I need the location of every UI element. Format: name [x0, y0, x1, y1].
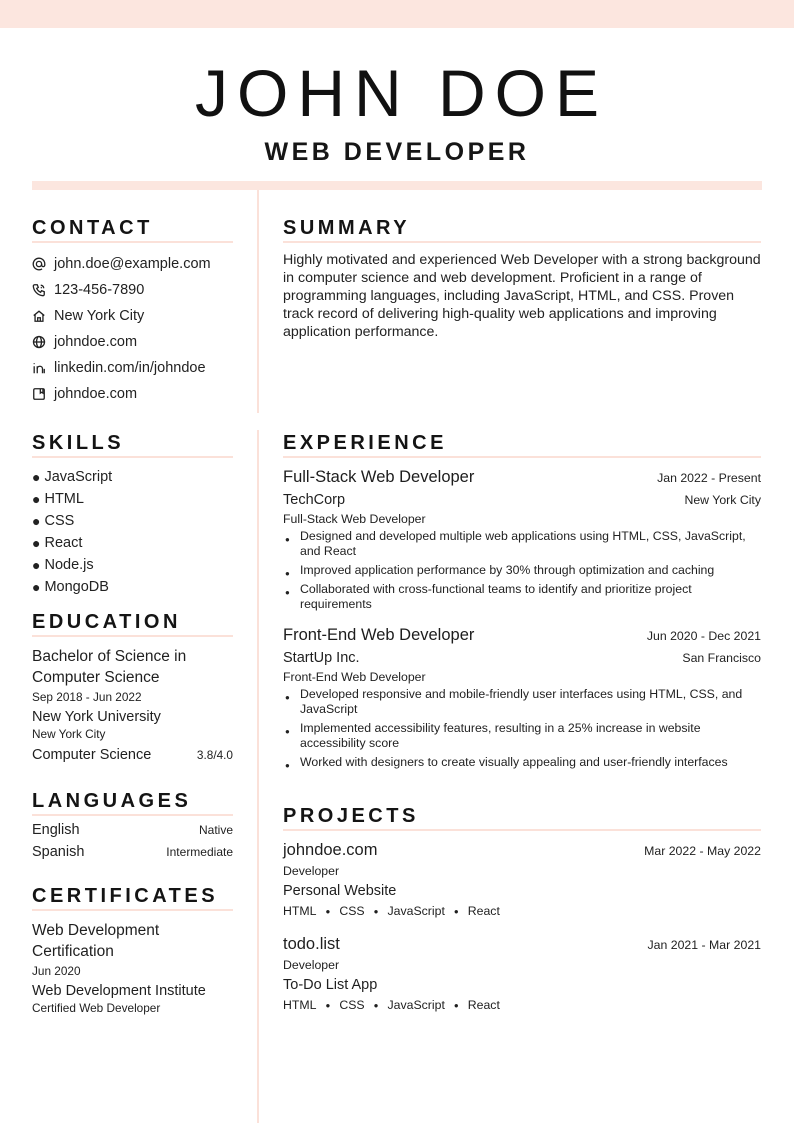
job-bullets — [283, 529, 761, 612]
job-dates: Jun 2020 - Dec 2021 — [646, 629, 761, 643]
contact-location-text: New York City — [54, 308, 145, 324]
skill-label: React — [44, 535, 83, 551]
languages-list — [32, 822, 233, 866]
project-header — [283, 841, 761, 860]
project-dates: Jan 2021 - Mar 2021 — [647, 938, 761, 952]
contact-website[interactable] — [32, 329, 233, 355]
summary-heading: SUMMARY — [283, 217, 761, 243]
certificate-date: Jun 2020 — [32, 964, 81, 978]
contact-linkedin-text: linkedin.com/in/johndoe — [54, 360, 206, 376]
job-role: Full-Stack Web Developer — [283, 512, 426, 526]
list-item: ● Worked with designers to create visually appealing and user-friendly interfaces — [283, 755, 761, 770]
education-dates: Sep 2018 - Jun 2022 — [32, 690, 142, 704]
top-accent-band — [0, 0, 794, 28]
list-item: ● HTML — [32, 491, 84, 507]
tech-tag: HTML — [283, 904, 317, 918]
languages-section — [32, 790, 233, 866]
job-subheader — [283, 650, 761, 666]
skill-label: CSS — [44, 513, 75, 529]
experience-heading: EXPERIENCE — [283, 432, 761, 458]
bullet-separator: ● — [373, 1000, 379, 1010]
contact-email[interactable] — [32, 251, 233, 277]
job-role: Front-End Web Developer — [283, 670, 426, 684]
list-item: ● Node.js — [32, 557, 94, 573]
portfolio-icon — [32, 387, 46, 401]
job-title: Front-End Web Developer — [283, 626, 475, 644]
candidate-role: WEB DEVELOPER — [264, 138, 530, 166]
column-divider-bottom — [257, 430, 259, 1123]
resume-header — [0, 56, 794, 167]
skills-heading: SKILLS — [32, 432, 233, 458]
contact-section — [32, 217, 233, 407]
education-school: New York University — [32, 709, 161, 725]
tech-tag: CSS — [339, 998, 365, 1012]
job-title: Full-Stack Web Developer — [283, 468, 475, 486]
contact-portfolio[interactable] — [32, 381, 233, 407]
job-dates: Jan 2022 - Present — [657, 471, 761, 485]
contact-heading: CONTACT — [32, 217, 233, 243]
list-item — [32, 822, 233, 844]
list-item: ● Implemented accessibility features, resulting in a 25% increase in website accessibility score — [283, 721, 761, 751]
project-description: To-Do List App — [283, 977, 378, 993]
project-name: todo.list — [283, 935, 340, 953]
header-divider — [32, 181, 762, 190]
education-section — [32, 611, 233, 763]
list-item: ● CSS — [32, 513, 75, 529]
project-name: johndoe.com — [283, 841, 378, 859]
skills-section — [32, 432, 233, 598]
column-divider-top — [257, 190, 259, 413]
at-icon — [32, 257, 46, 271]
job-bullets — [283, 687, 761, 770]
candidate-name: JOHN DOE — [194, 56, 609, 130]
contact-location — [32, 303, 233, 329]
project-role: Developer — [283, 864, 340, 878]
skill-label: MongoDB — [44, 579, 109, 595]
list-item: ● Improved application performance by 30% through optimization and caching — [283, 563, 761, 578]
tech-tag: React — [467, 998, 500, 1012]
education-gpa: 3.8/4.0 — [196, 748, 233, 762]
skills-list — [32, 466, 233, 598]
list-item: ● React — [32, 535, 83, 551]
certificates-heading: CERTIFICATES — [32, 885, 233, 911]
contact-portfolio-text: johndoe.com — [54, 386, 138, 402]
skill-label: Node.js — [44, 557, 94, 573]
bullet-separator: ● — [453, 906, 459, 916]
globe-icon — [32, 335, 46, 349]
job-company: TechCorp — [283, 492, 346, 508]
list-item: ● Designed and developed multiple web applications using HTML, CSS, JavaScript, and React — [283, 529, 761, 559]
job-company: StartUp Inc. — [283, 650, 360, 666]
job-location: San Francisco — [682, 651, 761, 665]
bullet-separator: ● — [453, 1000, 459, 1010]
contact-list — [32, 251, 233, 407]
language-name: Spanish — [32, 844, 85, 860]
project-entry — [283, 935, 761, 1012]
list-item: ● Developed responsive and mobile-friendly user interfaces using HTML, CSS, and JavaScript — [283, 687, 761, 717]
job-entry — [283, 626, 761, 770]
education-field-row — [32, 747, 233, 763]
contact-website-text: johndoe.com — [54, 334, 138, 350]
summary-section — [283, 217, 761, 341]
project-header — [283, 935, 761, 954]
contact-phone[interactable] — [32, 277, 233, 303]
project-description: Personal Website — [283, 883, 397, 899]
job-subheader — [283, 492, 761, 508]
certificate-credential: Certified Web Developer — [32, 1001, 161, 1015]
education-heading: EDUCATION — [32, 611, 233, 637]
education-field: Computer Science — [32, 747, 152, 763]
bullet-separator: ● — [325, 1000, 331, 1010]
contact-linkedin[interactable] — [32, 355, 233, 381]
bullet-separator: ● — [325, 906, 331, 916]
language-level: Native — [198, 823, 233, 837]
job-entry — [283, 468, 761, 612]
home-icon — [32, 309, 46, 323]
education-location: New York City — [32, 727, 106, 741]
experience-section — [283, 432, 761, 774]
list-item: ● Collaborated with cross-functional teams to identify and prioritize project requirements — [283, 582, 761, 612]
skill-label: HTML — [44, 491, 84, 507]
list-item: ● JavaScript — [32, 469, 113, 485]
project-tech-list — [283, 904, 761, 918]
job-header — [283, 468, 761, 487]
tech-tag: HTML — [283, 998, 317, 1012]
bullet-separator: ● — [373, 906, 379, 916]
language-level: Intermediate — [166, 845, 233, 859]
project-dates: Mar 2022 - May 2022 — [644, 844, 761, 858]
projects-heading: PROJECTS — [283, 805, 761, 831]
certificate-name: Web Development Certification — [32, 922, 160, 960]
tech-tag: CSS — [339, 904, 365, 918]
projects-section — [283, 805, 761, 1012]
project-entry — [283, 841, 761, 918]
linkedin-icon — [32, 361, 46, 375]
languages-heading: LANGUAGES — [32, 790, 233, 816]
summary-text: Highly motivated and experienced Web Developer with a strong background in computer science and web development. Proficient in a range of programming languages, including JavaScript, HTML, and CSS. Proven track record of delivering high-quality web applications and improving application performance. — [283, 252, 761, 340]
education-degree: Bachelor of Science in Computer Science — [32, 648, 187, 686]
certificates-section — [32, 885, 233, 1015]
contact-phone-text: 123-456-7890 — [54, 282, 145, 298]
project-tech-list — [283, 998, 761, 1012]
job-header — [283, 626, 761, 645]
project-role: Developer — [283, 958, 340, 972]
language-name: English — [32, 822, 80, 838]
tech-tag: React — [467, 904, 500, 918]
certificate-issuer: Web Development Institute — [32, 983, 206, 999]
skill-label: JavaScript — [44, 469, 113, 485]
tech-tag: JavaScript — [387, 904, 445, 918]
tech-tag: JavaScript — [387, 998, 445, 1012]
contact-email-text: john.doe@example.com — [54, 256, 211, 272]
phone-icon — [32, 283, 46, 297]
list-item — [32, 844, 233, 866]
list-item: ● MongoDB — [32, 579, 109, 595]
job-location: New York City — [684, 493, 761, 507]
